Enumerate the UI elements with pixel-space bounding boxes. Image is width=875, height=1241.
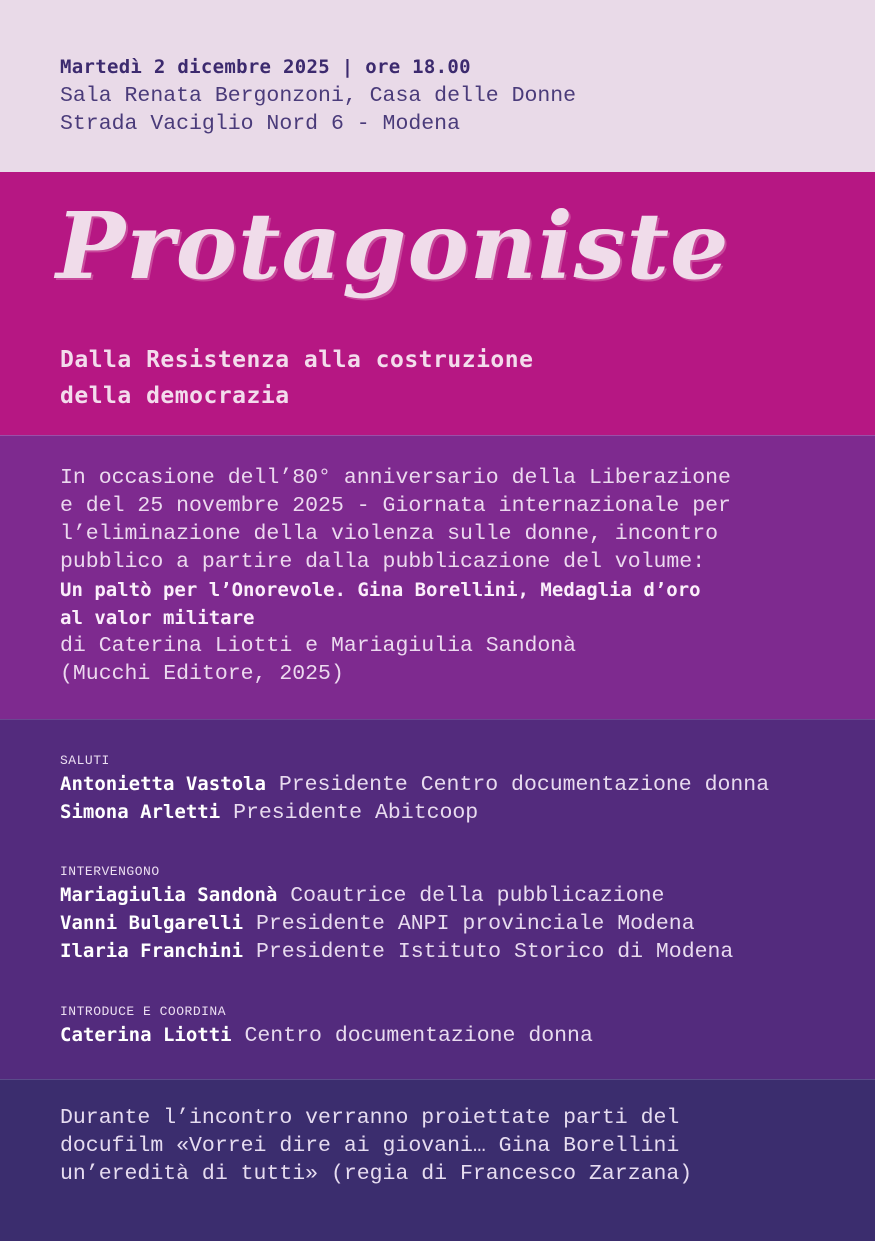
event-subtitle — [60, 342, 533, 414]
hero-band — [0, 172, 875, 435]
speaker-entry — [60, 884, 664, 908]
intro-paragraph — [60, 464, 840, 688]
moderator-entry — [60, 1024, 593, 1048]
intro-line: pubblico a partire dalla pubblicazione del volume: — [60, 550, 706, 574]
person-role: Presidente Centro documentazione donna — [278, 773, 770, 797]
speaker-entry — [60, 912, 695, 936]
intro-band — [0, 435, 875, 719]
intro-line: e del 25 novembre 2025 - Giornata internazionale per — [60, 494, 731, 518]
book-title: al valor militare — [60, 607, 255, 629]
person-name: Vanni Bulgarelli — [60, 912, 244, 934]
intro-line: l’eliminazione della violenza sulle donne, incontro — [60, 522, 719, 546]
subtitle-line-2: della democrazia — [60, 383, 290, 409]
person-name: Antonietta Vastola — [60, 773, 266, 795]
person-role: Presidente Abitcoop — [233, 801, 479, 825]
screening-line: Durante l’incontro verranno proiettate parti del — [60, 1106, 680, 1130]
event-venue: Sala Renata Bergonzoni, Casa delle Donne — [60, 84, 577, 108]
person-role: Coautrice della pubblicazione — [290, 884, 665, 908]
screening-line: docufilm «Vorrei dire ai giovani… Gina Borellini — [60, 1134, 680, 1158]
greeting-entry — [60, 801, 478, 825]
book-publisher: (Mucchi Editore, 2025) — [60, 662, 344, 686]
speaker-entry — [60, 940, 733, 964]
footer-band — [0, 1079, 875, 1241]
book-title: Un paltò per l’Onorevole. Gina Borellini, Medaglia d’oro — [60, 579, 701, 601]
person-name: Caterina Liotti — [60, 1024, 232, 1046]
program-band — [0, 719, 875, 1079]
screening-note — [60, 1104, 692, 1188]
person-role: Presidente Istituto Storico di Modena — [255, 940, 734, 964]
event-address: Strada Vaciglio Nord 6 - Modena — [60, 112, 460, 136]
speakers-label: INTERVENGONO — [60, 864, 160, 879]
event-title: Protagoniste — [56, 192, 730, 300]
screening-line: un’eredità di tutti» (regia di Francesco Zarzana) — [60, 1162, 693, 1186]
person-name: Ilaria Franchini — [60, 940, 244, 962]
intro-line: In occasione dell’80° anniversario della Liberazione — [60, 466, 731, 490]
person-name: Mariagiulia Sandonà — [60, 884, 278, 906]
greeting-entry — [60, 773, 769, 797]
greetings-label: SALUTI — [60, 753, 110, 768]
person-role: Presidente ANPI provinciale Modena — [255, 912, 695, 936]
moderator-label: INTRODUCE E COORDINA — [60, 1004, 227, 1019]
event-date-time: Martedì 2 dicembre 2025 | ore 18.00 — [60, 56, 471, 78]
subtitle-line-1: Dalla Resistenza alla costruzione — [60, 347, 534, 373]
book-authors: di Caterina Liotti e Mariagiulia Sandonà — [60, 634, 577, 658]
person-role: Centro documentazione donna — [244, 1024, 593, 1048]
person-name: Simona Arletti — [60, 801, 221, 823]
event-info-band — [0, 0, 875, 172]
